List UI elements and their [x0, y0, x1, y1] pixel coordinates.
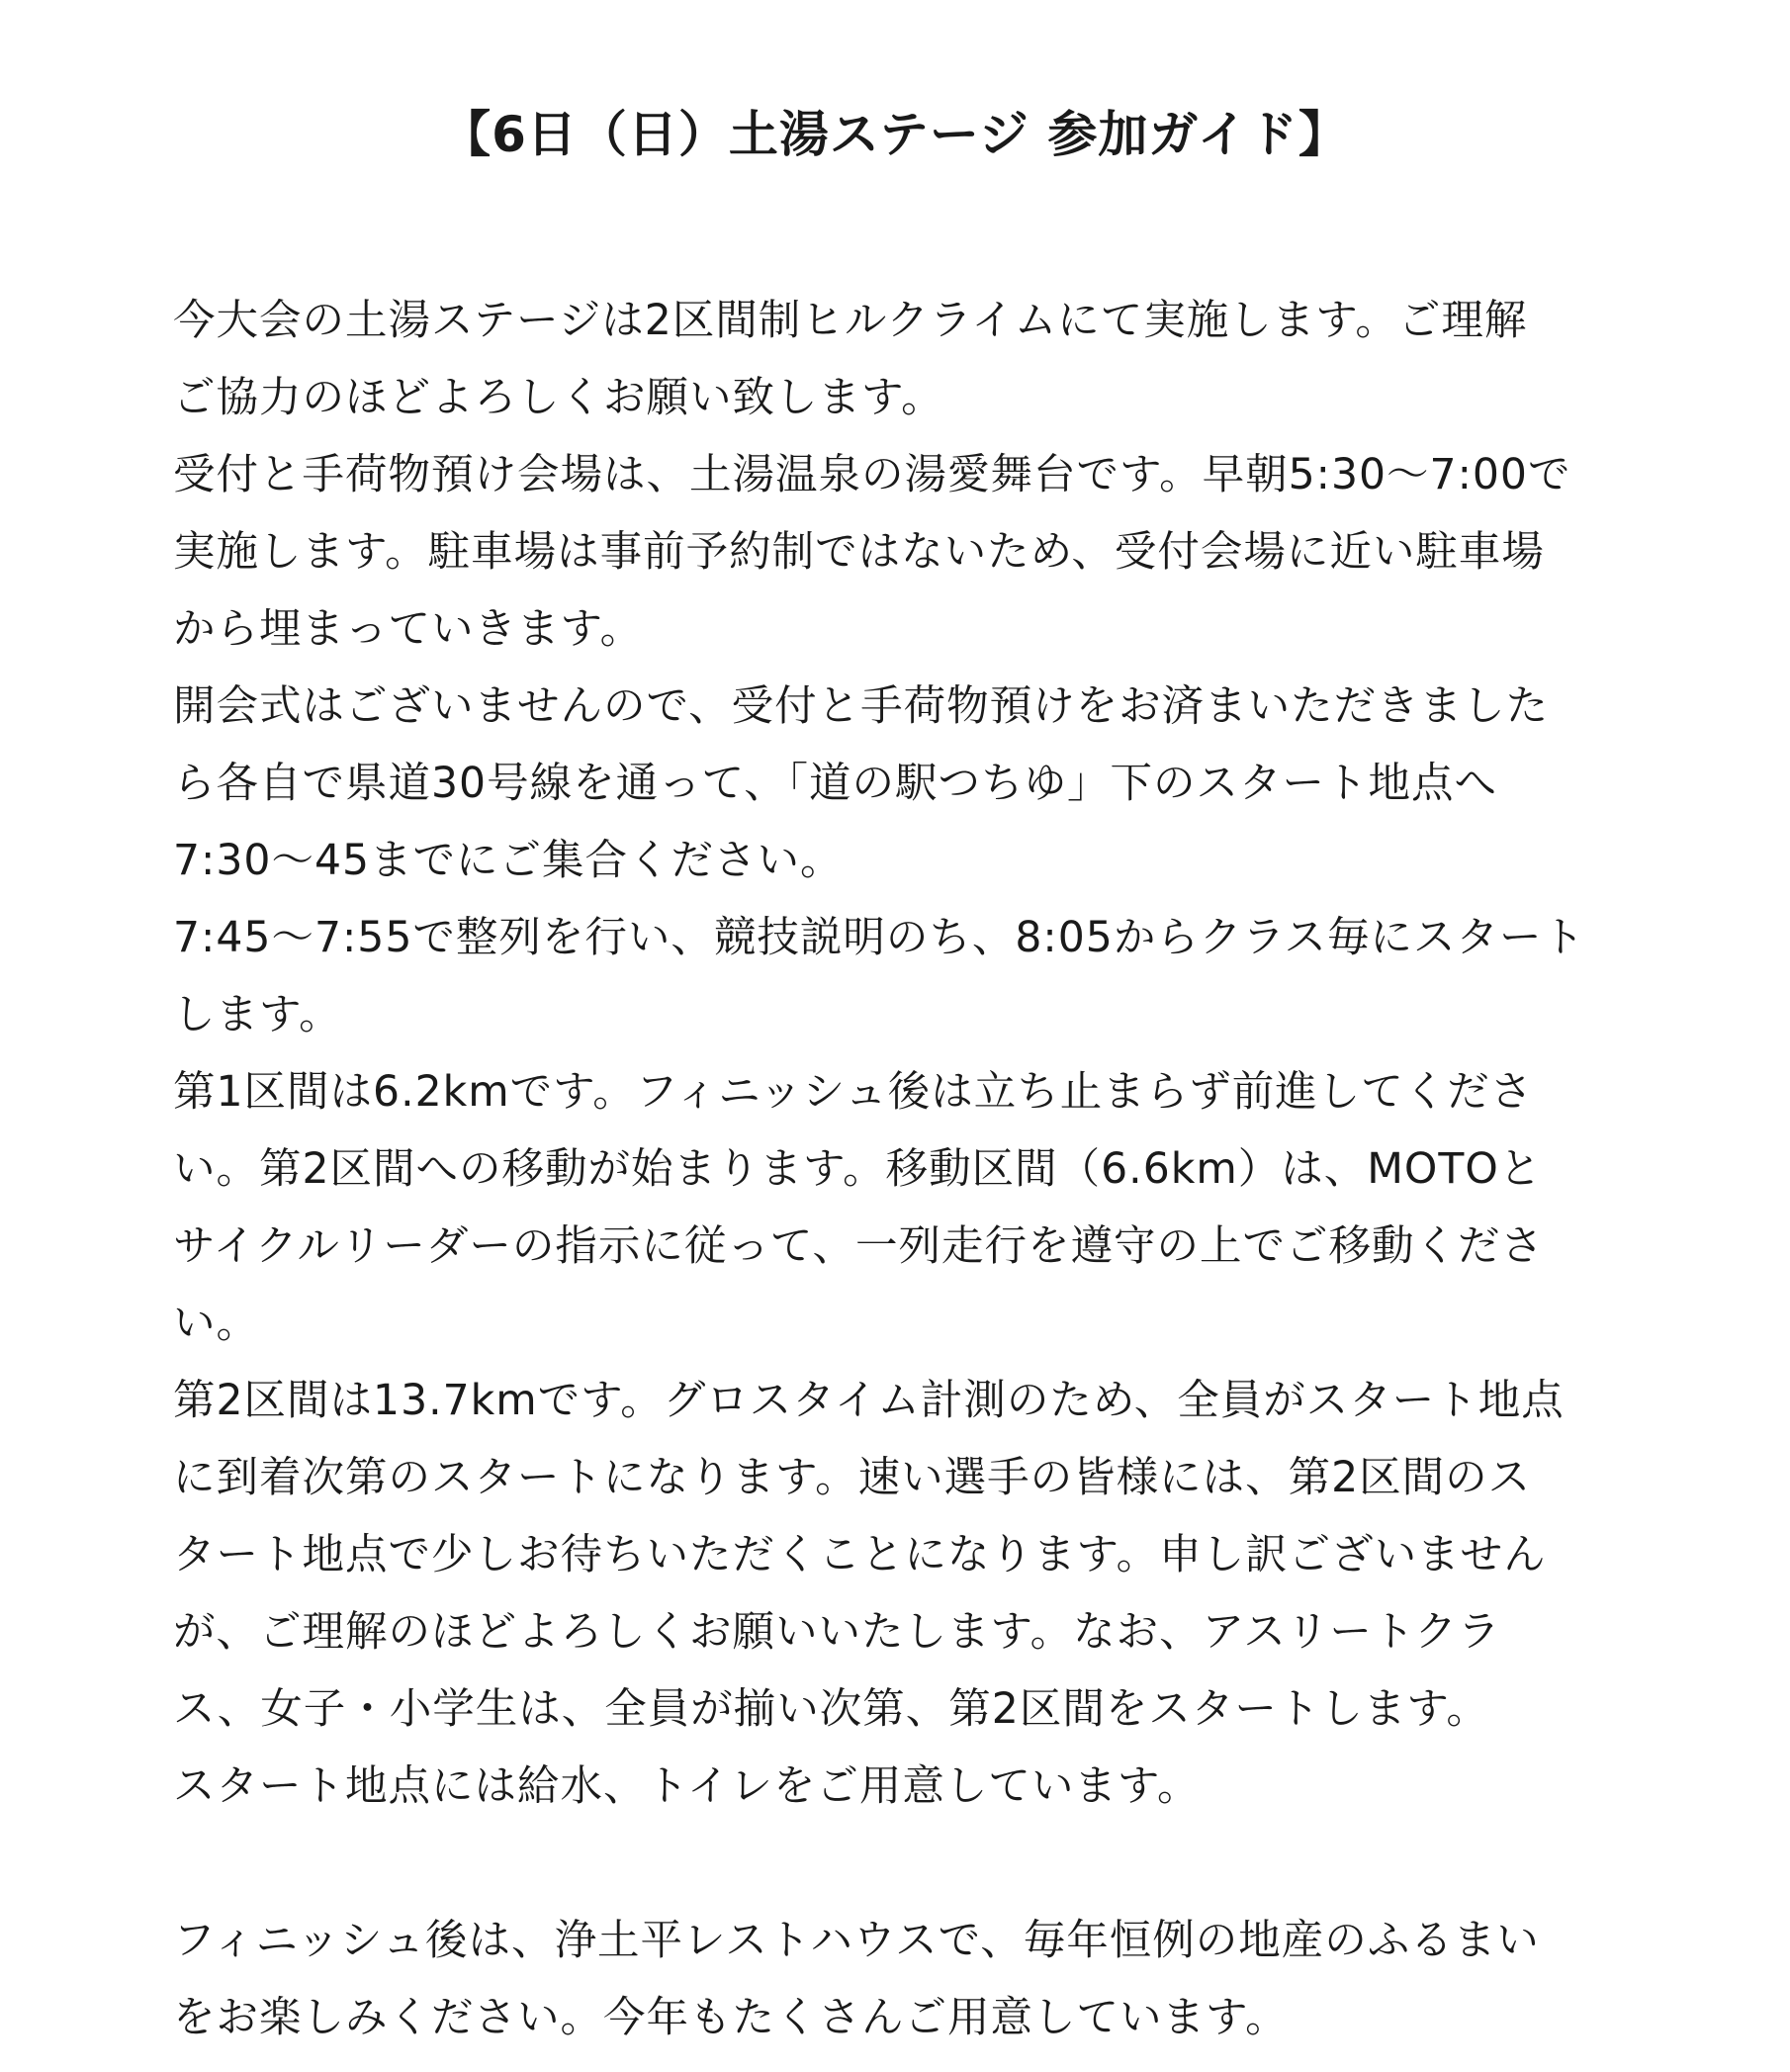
- body-line: タート地点で少しお待ちいただくことになります。申し訳ございません: [173, 1531, 1547, 1579]
- body-line: ら各自で県道30号線を通って、「道の駅つちゆ」下のスタート地点へ: [173, 760, 1497, 808]
- body-line: フィニッシュ後は、浄土平レストハウスで、毎年恒例の地産のふるまい: [173, 1917, 1540, 1965]
- body-line: 受付と手荷物預け会場は、土湯温泉の湯愛舞台です。早朝5:30〜7:00で: [173, 451, 1571, 499]
- body-line: い。: [173, 1300, 260, 1348]
- body-line: 今大会の土湯ステージは2区間制ヒルクライムにて実施します。ご理解: [173, 297, 1528, 345]
- body-line: 第2区間は13.7kmです。グロスタイム計測のため、全員がスタート地点: [173, 1377, 1565, 1425]
- body-line: ご協力のほどよろしくお願い致します。: [173, 374, 944, 422]
- body-line: 7:45〜7:55で整列を行い、競技説明のち、8:05からクラス毎にスタート: [173, 914, 1586, 962]
- document-body: [173, 283, 1617, 2057]
- body-line: 実施します。駐車場は事前予約制ではないため、受付会場に近い駐車場: [173, 528, 1545, 577]
- body-line: 開会式はございませんので、受付と手荷物預けをお済まいただきました: [173, 682, 1550, 731]
- body-line: をお楽しみください。今年もたくさんご用意しています。: [173, 1994, 1289, 2042]
- body-line: が、ご理解のほどよろしくお願いいたします。なお、アスリートクラ: [173, 1608, 1501, 1657]
- body-line: から埋まっていきます。: [173, 605, 644, 654]
- body-line: に到着次第のスタートになります。速い選手の皆様には、第2区間のス: [173, 1454, 1532, 1502]
- body-line: い。第2区間への移動が始まります。移動区間（6.6km）は、MOTOと: [173, 1145, 1543, 1194]
- document-title: 【6日（日）土湯ステージ 参加ガイド】: [441, 106, 1349, 163]
- paragraph-spacer: [173, 1826, 1617, 1903]
- body-line: スタート地点には給水、トイレをご用意しています。: [173, 1762, 1201, 1811]
- body-line: 7:30〜45までにご集合ください。: [173, 837, 844, 885]
- body-line: ス、女子・小学生は、全員が揃い次第、第2区間をスタートします。: [173, 1685, 1489, 1734]
- body-line: サイクルリーダーの指示に従って、一列走行を遵守の上でご移動くださ: [173, 1222, 1545, 1271]
- body-line: します。: [173, 991, 342, 1039]
- body-line: 第1区間は6.2kmです。フィニッシュ後は立ち止まらず前進してくださ: [173, 1068, 1534, 1117]
